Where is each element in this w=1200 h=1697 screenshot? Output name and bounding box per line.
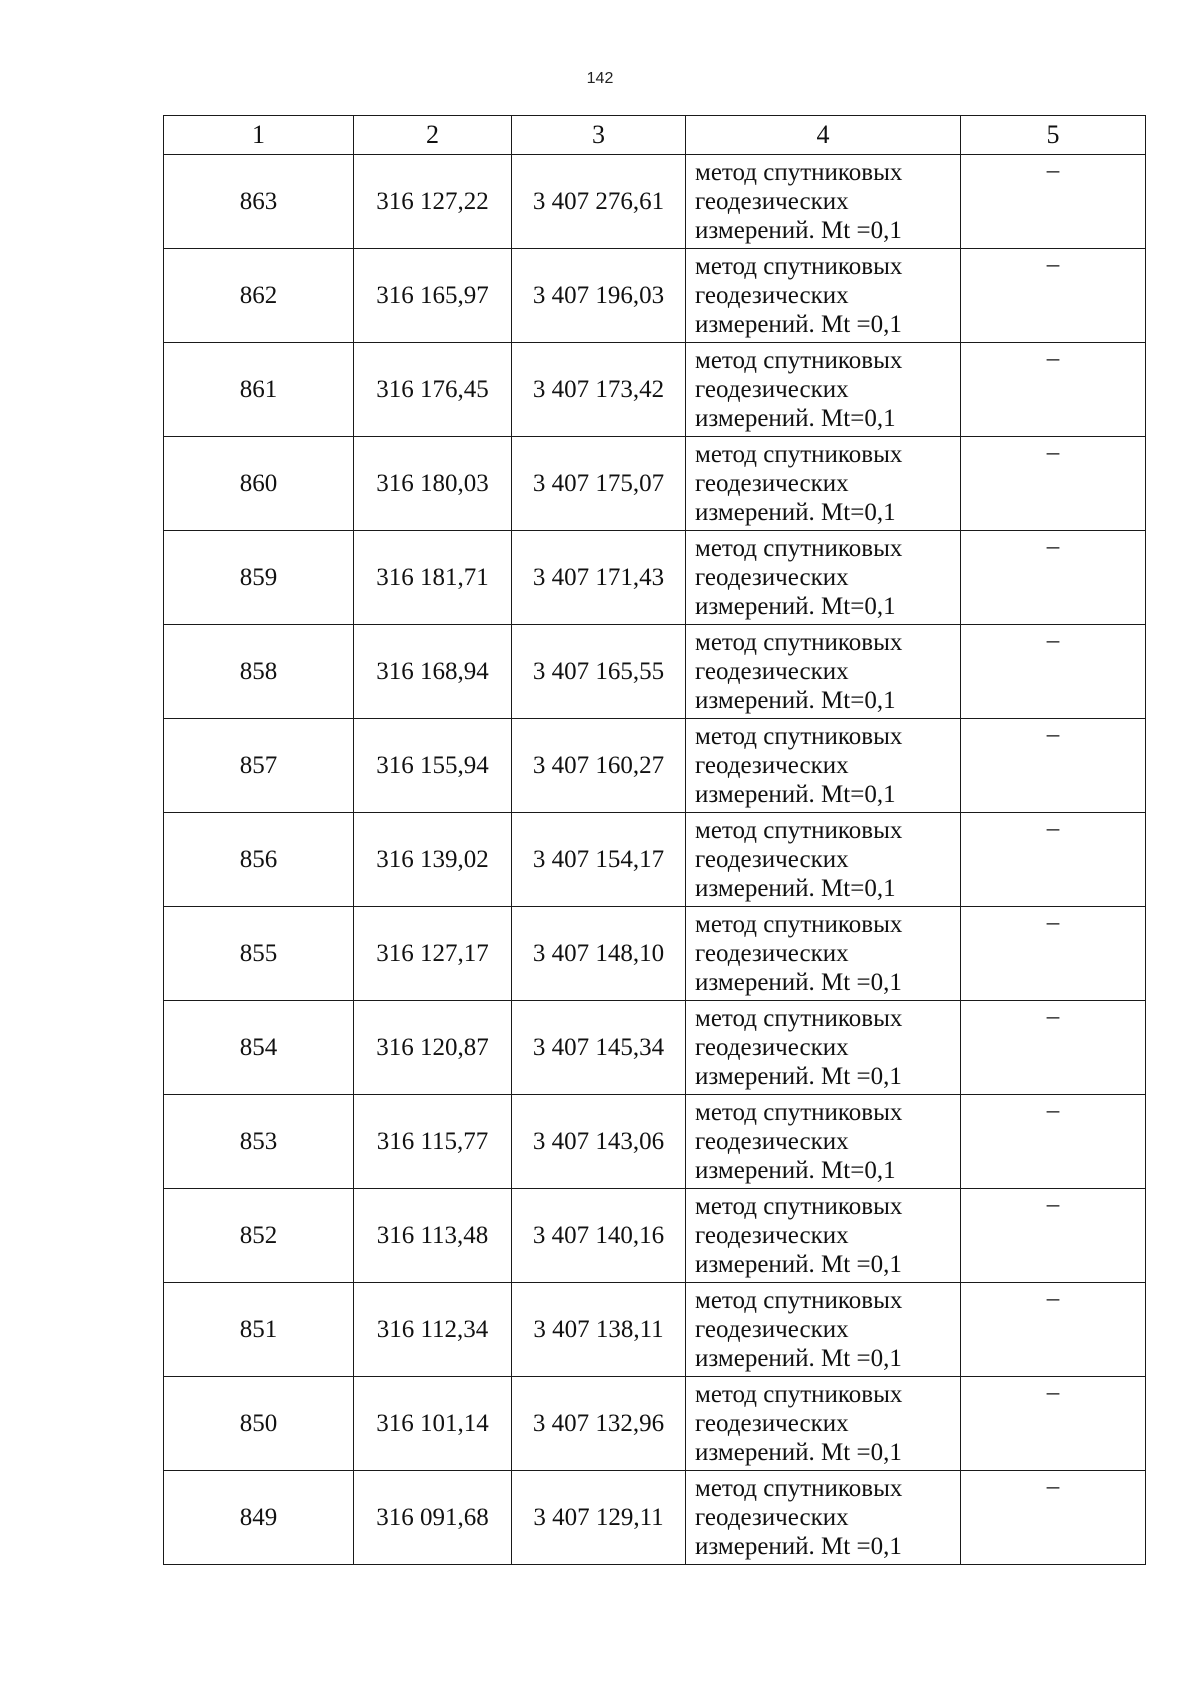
method-line: геодезических xyxy=(695,1128,849,1155)
table-row xyxy=(164,1189,1146,1283)
coordinate-y-cell: 3 407 171,43 xyxy=(512,531,686,625)
table-row xyxy=(164,343,1146,437)
method-line: геодезических xyxy=(695,1504,849,1531)
method-line: измерений. Mt=0,1 xyxy=(695,781,896,808)
column-header-2: 2 xyxy=(354,116,512,155)
table-row xyxy=(164,625,1146,719)
note-cell: – xyxy=(961,1283,1146,1377)
method-line: метод спутниковых xyxy=(695,159,903,186)
coordinate-x-cell: 316 168,94 xyxy=(354,625,512,719)
table-row xyxy=(164,813,1146,907)
method-line: геодезических xyxy=(695,752,849,779)
method-cell xyxy=(686,531,961,625)
method-cell xyxy=(686,1283,961,1377)
method-cell xyxy=(686,1471,961,1565)
method-line: измерений. Mt=0,1 xyxy=(695,875,896,902)
method-line: метод спутниковых xyxy=(695,1287,903,1314)
coordinate-y-cell: 3 407 160,27 xyxy=(512,719,686,813)
method-line: геодезических xyxy=(695,564,849,591)
method-line: геодезических xyxy=(695,1034,849,1061)
table-row xyxy=(164,1283,1146,1377)
note-cell: – xyxy=(961,1189,1146,1283)
table-row xyxy=(164,1095,1146,1189)
note-cell: – xyxy=(961,719,1146,813)
note-cell: – xyxy=(961,437,1146,531)
method-line: метод спутниковых xyxy=(695,535,903,562)
table-row xyxy=(164,531,1146,625)
coordinate-y-cell: 3 407 143,06 xyxy=(512,1095,686,1189)
point-number-cell: 853 xyxy=(164,1095,354,1189)
coordinate-y-cell: 3 407 145,34 xyxy=(512,1001,686,1095)
coordinate-x-cell: 316 120,87 xyxy=(354,1001,512,1095)
coordinate-x-cell: 316 091,68 xyxy=(354,1471,512,1565)
method-line: метод спутниковых xyxy=(695,1099,903,1126)
point-number-cell: 855 xyxy=(164,907,354,1001)
note-cell: – xyxy=(961,907,1146,1001)
method-cell xyxy=(686,343,961,437)
table-header xyxy=(164,116,1146,155)
column-header-5: 5 xyxy=(961,116,1146,155)
coordinate-y-cell: 3 407 154,17 xyxy=(512,813,686,907)
point-number-cell: 859 xyxy=(164,531,354,625)
method-line: метод спутниковых xyxy=(695,1005,903,1032)
table-row xyxy=(164,249,1146,343)
table-body xyxy=(164,155,1146,1565)
coordinate-x-cell: 316 127,17 xyxy=(354,907,512,1001)
method-line: геодезических xyxy=(695,376,849,403)
method-cell xyxy=(686,719,961,813)
point-number-cell: 852 xyxy=(164,1189,354,1283)
table-row xyxy=(164,437,1146,531)
coordinate-y-cell: 3 407 173,42 xyxy=(512,343,686,437)
note-cell: – xyxy=(961,531,1146,625)
coordinates-table xyxy=(163,115,1146,1565)
note-cell: – xyxy=(961,155,1146,249)
method-line: метод спутниковых xyxy=(695,1475,903,1502)
coordinate-x-cell: 316 180,03 xyxy=(354,437,512,531)
method-line: метод спутниковых xyxy=(695,723,903,750)
method-line: измерений. Mt=0,1 xyxy=(695,687,896,714)
method-line: измерений. Mt=0,1 xyxy=(695,1157,896,1184)
point-number-cell: 858 xyxy=(164,625,354,719)
method-line: измерений. Mt =0,1 xyxy=(695,1533,902,1560)
method-line: метод спутниковых xyxy=(695,253,903,280)
method-line: геодезических xyxy=(695,1316,849,1343)
point-number-cell: 863 xyxy=(164,155,354,249)
method-cell xyxy=(686,1001,961,1095)
column-header-4: 4 xyxy=(686,116,961,155)
table-row xyxy=(164,907,1146,1001)
method-line: геодезических xyxy=(695,1222,849,1249)
method-cell xyxy=(686,1377,961,1471)
note-cell: – xyxy=(961,249,1146,343)
method-line: измерений. Mt =0,1 xyxy=(695,1063,902,1090)
method-line: геодезических xyxy=(695,188,849,215)
method-line: измерений. Mt =0,1 xyxy=(695,311,902,338)
coordinate-y-cell: 3 407 148,10 xyxy=(512,907,686,1001)
page-number: 142 xyxy=(586,70,614,87)
note-cell: – xyxy=(961,1095,1146,1189)
method-cell xyxy=(686,1189,961,1283)
method-line: метод спутниковых xyxy=(695,1381,903,1408)
method-cell xyxy=(686,249,961,343)
coordinate-y-cell: 3 407 140,16 xyxy=(512,1189,686,1283)
coordinate-x-cell: 316 112,34 xyxy=(354,1283,512,1377)
coordinate-x-cell: 316 181,71 xyxy=(354,531,512,625)
point-number-cell: 854 xyxy=(164,1001,354,1095)
point-number-cell: 850 xyxy=(164,1377,354,1471)
method-cell xyxy=(686,625,961,719)
method-line: метод спутниковых xyxy=(695,817,903,844)
point-number-cell: 849 xyxy=(164,1471,354,1565)
point-number-cell: 857 xyxy=(164,719,354,813)
method-line: измерений. Mt =0,1 xyxy=(695,969,902,996)
point-number-cell: 861 xyxy=(164,343,354,437)
coordinate-x-cell: 316 101,14 xyxy=(354,1377,512,1471)
table-row xyxy=(164,719,1146,813)
method-line: метод спутниковых xyxy=(695,441,903,468)
method-line: измерений. Mt =0,1 xyxy=(695,1345,902,1372)
table-row xyxy=(164,1471,1146,1565)
method-line: геодезических xyxy=(695,470,849,497)
point-number-cell: 851 xyxy=(164,1283,354,1377)
column-header-3: 3 xyxy=(512,116,686,155)
coordinate-x-cell: 316 155,94 xyxy=(354,719,512,813)
method-line: измерений. Mt =0,1 xyxy=(695,1251,902,1278)
method-cell xyxy=(686,813,961,907)
table-row xyxy=(164,1377,1146,1471)
coordinate-y-cell: 3 407 175,07 xyxy=(512,437,686,531)
header-row xyxy=(164,116,1146,155)
method-line: геодезических xyxy=(695,1410,849,1437)
method-line: метод спутниковых xyxy=(695,1193,903,1220)
coordinate-x-cell: 316 165,97 xyxy=(354,249,512,343)
table-row xyxy=(164,1001,1146,1095)
coordinate-x-cell: 316 139,02 xyxy=(354,813,512,907)
method-line: геодезических xyxy=(695,282,849,309)
coordinate-x-cell: 316 113,48 xyxy=(354,1189,512,1283)
method-line: измерений. Mt =0,1 xyxy=(695,217,902,244)
method-line: метод спутниковых xyxy=(695,629,903,656)
method-cell xyxy=(686,155,961,249)
method-line: метод спутниковых xyxy=(695,347,903,374)
method-cell xyxy=(686,437,961,531)
method-line: геодезических xyxy=(695,940,849,967)
method-line: измерений. Mt=0,1 xyxy=(695,405,896,432)
column-header-1: 1 xyxy=(164,116,354,155)
table-row xyxy=(164,155,1146,249)
coordinate-y-cell: 3 407 276,61 xyxy=(512,155,686,249)
method-line: измерений. Mt=0,1 xyxy=(695,593,896,620)
method-line: геодезических xyxy=(695,658,849,685)
method-line: измерений. Mt =0,1 xyxy=(695,1439,902,1466)
note-cell: – xyxy=(961,813,1146,907)
coordinate-x-cell: 316 176,45 xyxy=(354,343,512,437)
coordinate-y-cell: 3 407 138,11 xyxy=(512,1283,686,1377)
method-cell xyxy=(686,907,961,1001)
note-cell: – xyxy=(961,1377,1146,1471)
coordinate-y-cell: 3 407 132,96 xyxy=(512,1377,686,1471)
method-line: метод спутниковых xyxy=(695,911,903,938)
point-number-cell: 862 xyxy=(164,249,354,343)
method-line: измерений. Mt=0,1 xyxy=(695,499,896,526)
method-line: геодезических xyxy=(695,846,849,873)
coordinate-y-cell: 3 407 129,11 xyxy=(512,1471,686,1565)
coordinate-y-cell: 3 407 196,03 xyxy=(512,249,686,343)
coordinate-y-cell: 3 407 165,55 xyxy=(512,625,686,719)
coordinate-x-cell: 316 127,22 xyxy=(354,155,512,249)
note-cell: – xyxy=(961,625,1146,719)
coordinate-x-cell: 316 115,77 xyxy=(354,1095,512,1189)
point-number-cell: 856 xyxy=(164,813,354,907)
point-number-cell: 860 xyxy=(164,437,354,531)
method-cell xyxy=(686,1095,961,1189)
note-cell: – xyxy=(961,1471,1146,1565)
note-cell: – xyxy=(961,343,1146,437)
note-cell: – xyxy=(961,1001,1146,1095)
